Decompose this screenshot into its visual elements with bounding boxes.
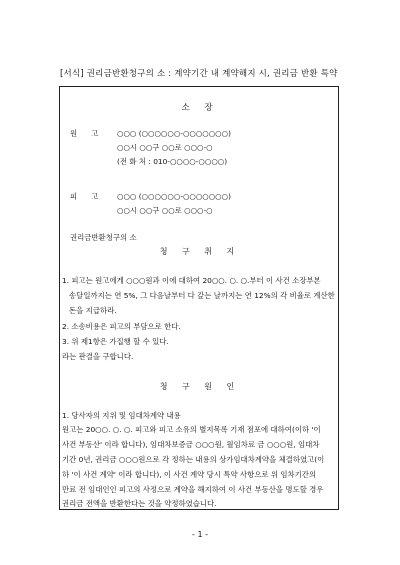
cause-line: 원고는 20○○. ○. ○. 피고와 피고 소유의 별지목록 기재 점포에 대하여(이하 '이 [62, 425, 321, 434]
cause-subheading: 1. 당사자의 지위 및 임대차계약 내용 [62, 411, 181, 420]
purpose-heading: 청 구 취 지 [159, 247, 241, 256]
cause-line: 기간 0년, 권리금 ○○○원으로 각 정하는 내용의 상가임대차계약을 체결하였고(이 [62, 455, 325, 464]
cause-line: 만료 전 임대인인 피고의 사정으로 계약을 해지하여 이 사건 부동산을 명도할 경우 [62, 485, 324, 494]
page-number: - 1 - [192, 530, 208, 539]
purpose-line: 돈을 지급하라. [62, 306, 117, 315]
cause-heading: 청 구 원 인 [159, 382, 241, 391]
purpose-line: 3. 위 제1항은 가집행 할 수 있다. [62, 337, 169, 346]
defendant-address: ○○시 ○○구 ○○로 ○○○-○ [117, 206, 213, 215]
complaint-form-frame [59, 86, 339, 510]
defendant-name: ○○○ (○○○○○○-○○○○○○○) [117, 192, 231, 201]
document-title: 소 장 [181, 103, 219, 113]
plaintiff-name: ○○○ (○○○○○○-○○○○○○○) [117, 129, 231, 138]
plaintiff-label: 원 고 [70, 129, 99, 138]
cause-line: 하 '이 사건 계약' 이라 합니다), 이 사건 계약 당시 특약 사항으로 위 임차기간의 [62, 470, 317, 479]
plaintiff-phone: (전 화 처 : 010-○○○○-○○○○) [117, 157, 228, 166]
claim-type: 권리금반환청구의 소 [70, 233, 137, 242]
document-header: [서식] 권리금반환청구의 소 : 계약기간 내 계약해지 시, 권리금 반환 특약 [60, 69, 338, 79]
plaintiff-address: ○○시 ○○구 ○○로 ○○○-○ [117, 143, 213, 152]
cause-line: 권리금 전액을 반환한다는 것을 약정하였습니다. [62, 499, 217, 508]
purpose-line: 2. 소송비용은 피고의 부담으로 한다. [62, 322, 181, 331]
purpose-line: 1. 피고는 원고에게 ○○○원과 이에 대하여 20○○. ○. ○.부터 이 사건 소장부본 [62, 276, 321, 285]
purpose-conclusion: 라는 판결을 구합니다. [62, 352, 134, 361]
purpose-line: 송달일까지는 연 5%, 그 다음날부터 다 갚는 날까지는 연 12%의 각 비율로 계산한 [62, 291, 335, 300]
cause-line: 사건 부동산' 이라 합니다), 임대차보증금 ○○○원, 월임차료 금 ○○○원, 임대차 [62, 440, 320, 449]
defendant-label: 피 고 [70, 192, 99, 201]
